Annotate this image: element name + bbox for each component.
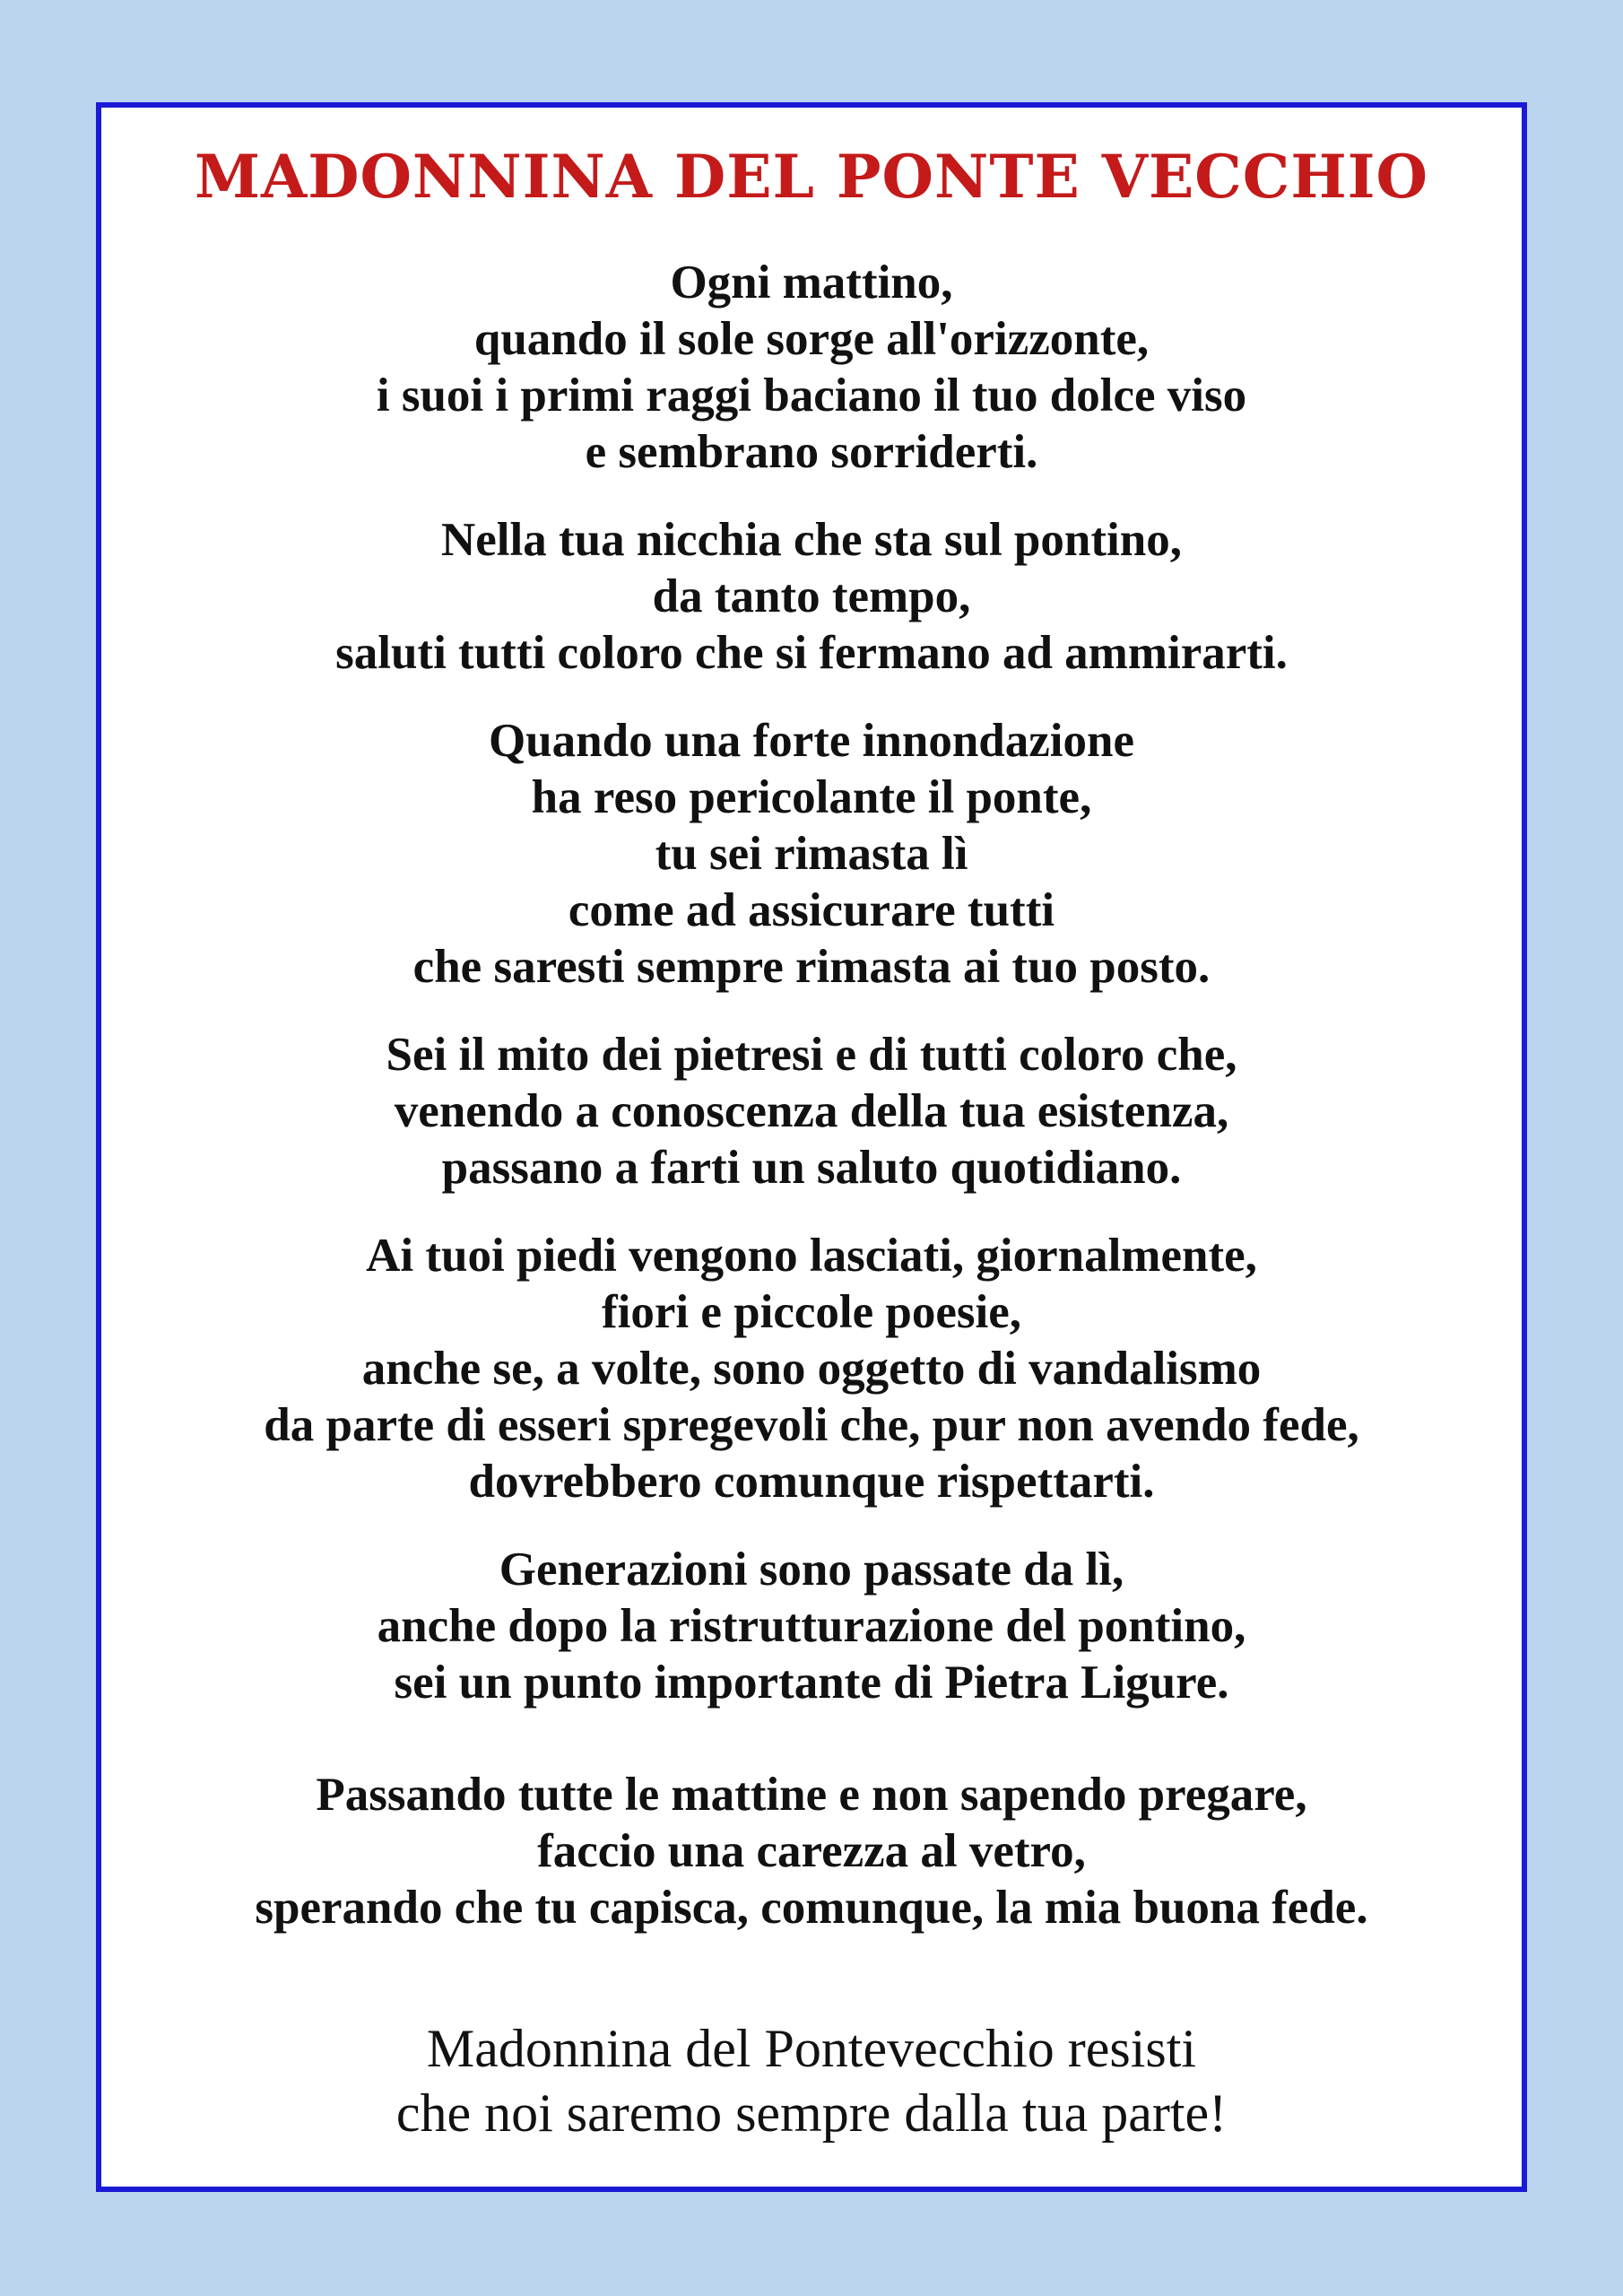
stanza-1 [101,255,1522,481]
poem-line: Passando tutte le mattine e non sapendo pregare, [316,1769,1307,1821]
poem-line: da parte di esseri spregevoli che, pur non avendo fede, [264,1399,1359,1451]
closing-line: che noi saremo sempre dalla tua parte! [395,2083,1228,2143]
poem-line: venendo a conoscenza della tua esistenza, [394,1085,1229,1137]
stanza-5 [101,1228,1522,1510]
poem-line: Nella tua nicchia che sta sul pontino, [440,514,1182,566]
poem-line: quando il sole sorge all'orizzonte, [473,313,1150,365]
closing-lines [101,2016,1522,2145]
poem-line: fiori e piccole poesie, [601,1286,1022,1338]
stanza-2 [101,512,1522,682]
poem-line: sei un punto importante di Pietra Ligure. [394,1657,1229,1709]
poem-line: che saresti sempre rimasta ai tuo posto. [412,941,1211,993]
poem-line: i suoi i primi raggi baciano il tuo dolce viso [376,370,1247,422]
poem-line: ha reso pericolante il ponte, [531,771,1092,823]
closing-line: Madonnina del Pontevecchio resisti [426,2019,1197,2078]
poem-line: come ad assicurare tutti [568,884,1055,936]
poem-line: dovrebbero comunque rispettarti. [468,1456,1155,1508]
poem-line: Quando una forte innondazione [488,715,1135,767]
poem-line: faccio una carezza al vetro, [537,1825,1086,1877]
poem-line: e sembrano sorriderti. [585,426,1038,478]
poem-line: tu sei rimasta lì [655,828,968,880]
poem-line: anche dopo la ristrutturazione del pontino, [377,1600,1246,1652]
poem-line: da tanto tempo, [652,570,971,622]
poem-line: passano a farti un saluto quotidiano. [441,1142,1182,1194]
poem-line: sperando che tu capisca, comunque, la mia buona fede. [255,1882,1368,1934]
stanza-6 [101,1542,1522,1711]
poem-line: Generazioni sono passate da lì, [499,1544,1124,1596]
poem-frame [96,102,1527,2192]
poem-line: saluti tutti coloro che si fermano ad ammirarti. [335,627,1288,679]
poem-body [101,255,1522,1936]
stanza-7 [101,1767,1522,1936]
poem-line: Ogni mattino, [670,257,953,309]
stanza-3 [101,713,1522,996]
poem-title: MADONNINA DEL PONTE VECCHIO [194,142,1429,212]
poem-line: Sei il mito dei pietresi e di tutti coloro che, [386,1029,1237,1081]
poem-line: Ai tuoi piedi vengono lasciati, giornalmente, [366,1230,1257,1282]
stanza-4 [101,1027,1522,1196]
poem-line: anche se, a volte, sono oggetto di vandalismo [361,1343,1262,1395]
